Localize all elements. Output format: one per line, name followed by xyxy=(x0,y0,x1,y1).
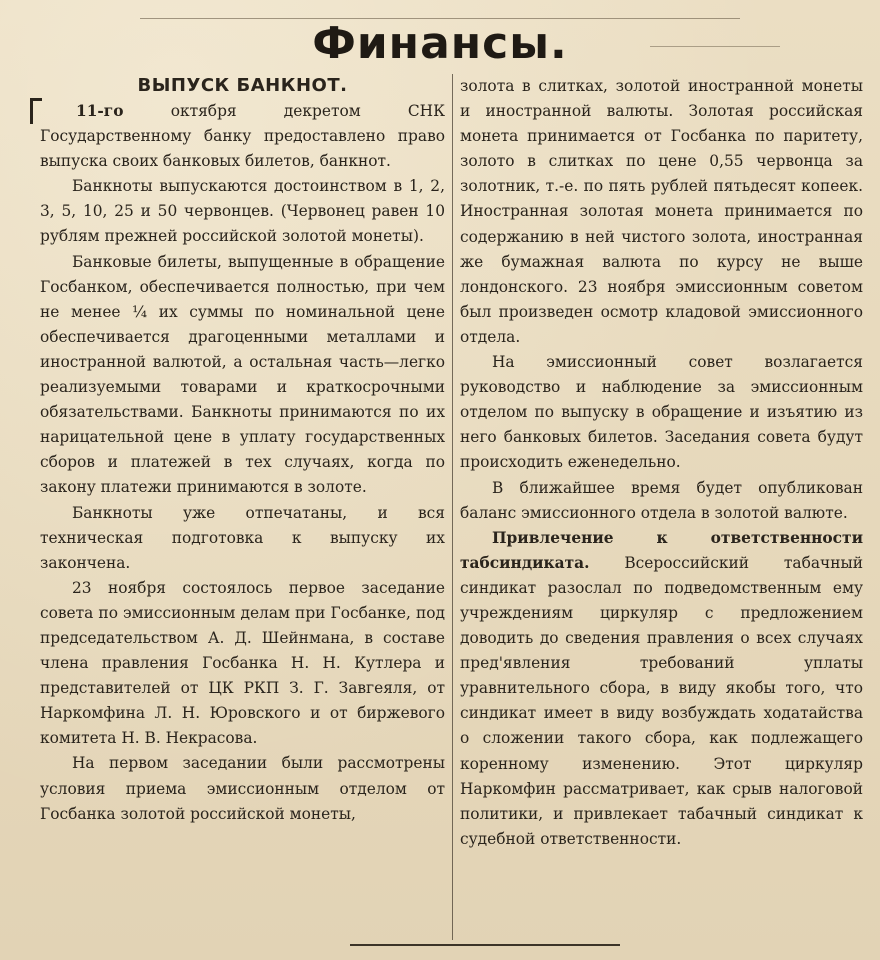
paragraph: золота в слитках, золотой иностранной монеты и иностранной валюты. Золотая российская монета принимается от Госбанка по паритету, золото в слитках по цене 0,55 червонца за золотник, т.-е. по пять рублей пятьдесят копеек. Иностранная золотая монета принимается по содержанию в ней чистого золота, иностранная же бумажная валюта по курсу не выше лондонского. 23 ноября эмиссионным советом был произведен осмотр кладовой эмиссионного отдела. xyxy=(460,77,863,346)
bottom-rule xyxy=(350,944,620,946)
paragraph: На первом заседании были рассмотрены условия приема эмиссионным отделом от Госбанка золотой российской монеты, xyxy=(40,754,445,823)
paragraph: Банкноты уже отпечатаны, и вся техническая подготовка к выпуску их закончена. xyxy=(40,503,445,572)
paragraph: 23 ноября состоялось первое заседание совета по эмиссионным делам при Госбанке, под председательством А. Д. Шейнмана, в составе члена правления Госбанка Н. Н. Кутлера и представителей от ЦК РКП З. Г. Завгеяля, от Наркомфина Л. Н. Юровского и от биржевого комитета Н. В. Некрасова. xyxy=(40,578,445,748)
paragraph: В ближайшее время будет опубликован баланс эмиссионного отдела в золотой валюте. xyxy=(460,478,863,522)
paragraph: Банковые билеты, выпущенные в обращение Госбанком, обеспечивается полностью, при чем не менее ¼ их суммы по номинальной цене обеспечивается драгоценными металлами и иностранной валютой, а остальная часть—легко реализуемыми товарами и краткосрочными обязательствами. Банкноты принимаются по их нарицательной цене в уплату государственных сборов и платежей в тех случаях, когда по закону платежи принимаются в золоте. xyxy=(40,252,445,497)
paragraph xyxy=(40,99,445,174)
column-divider xyxy=(452,74,453,940)
paragraph-text: октября декретом СНК Государственному банку предоставлено право выпуска своих банковых билетов, банкнот. xyxy=(40,102,445,171)
paragraph: На эмиссионный совет возлагается руководство и наблюдение за эмиссионным отделом по выпуску в обращение и изъятию из него банковых билетов. Заседания совета будут происходить еженедельно. xyxy=(460,353,863,472)
paragraph: Банкноты выпускаются достоинством в 1, 2, 3, 5, 10, 25 и 50 червонцев. (Червонец равен 10 рублям прежней российской золотой монеты). xyxy=(40,177,445,246)
left-column xyxy=(40,74,445,827)
article-headline: ВЫПУСК БАНКНОТ. xyxy=(137,75,348,96)
lead-word: 11-го xyxy=(76,102,124,120)
paragraph xyxy=(460,526,863,852)
section-title: Финансы. xyxy=(312,18,568,69)
right-column xyxy=(460,74,863,852)
subsection-title: Привлечение к ответственности табсиндиката. xyxy=(460,528,863,572)
paragraph-text: Всероссийский табачный синдикат разослал по подведомственным ему учреждениям циркуляр с предложением доводить до сведения правления о всех случаях пред'явления требований уплаты уравнительного сбора, в виду якобы того, что синдикат имеет в виду возбуждать ходатайства о сложении такого сбора, как подлежащего коренному изменению. Этот циркуляр Наркомфин рассматривает, как срыв налоговой политики, и привлекает табачный синдикат к судебной ответственности. xyxy=(460,553,863,848)
